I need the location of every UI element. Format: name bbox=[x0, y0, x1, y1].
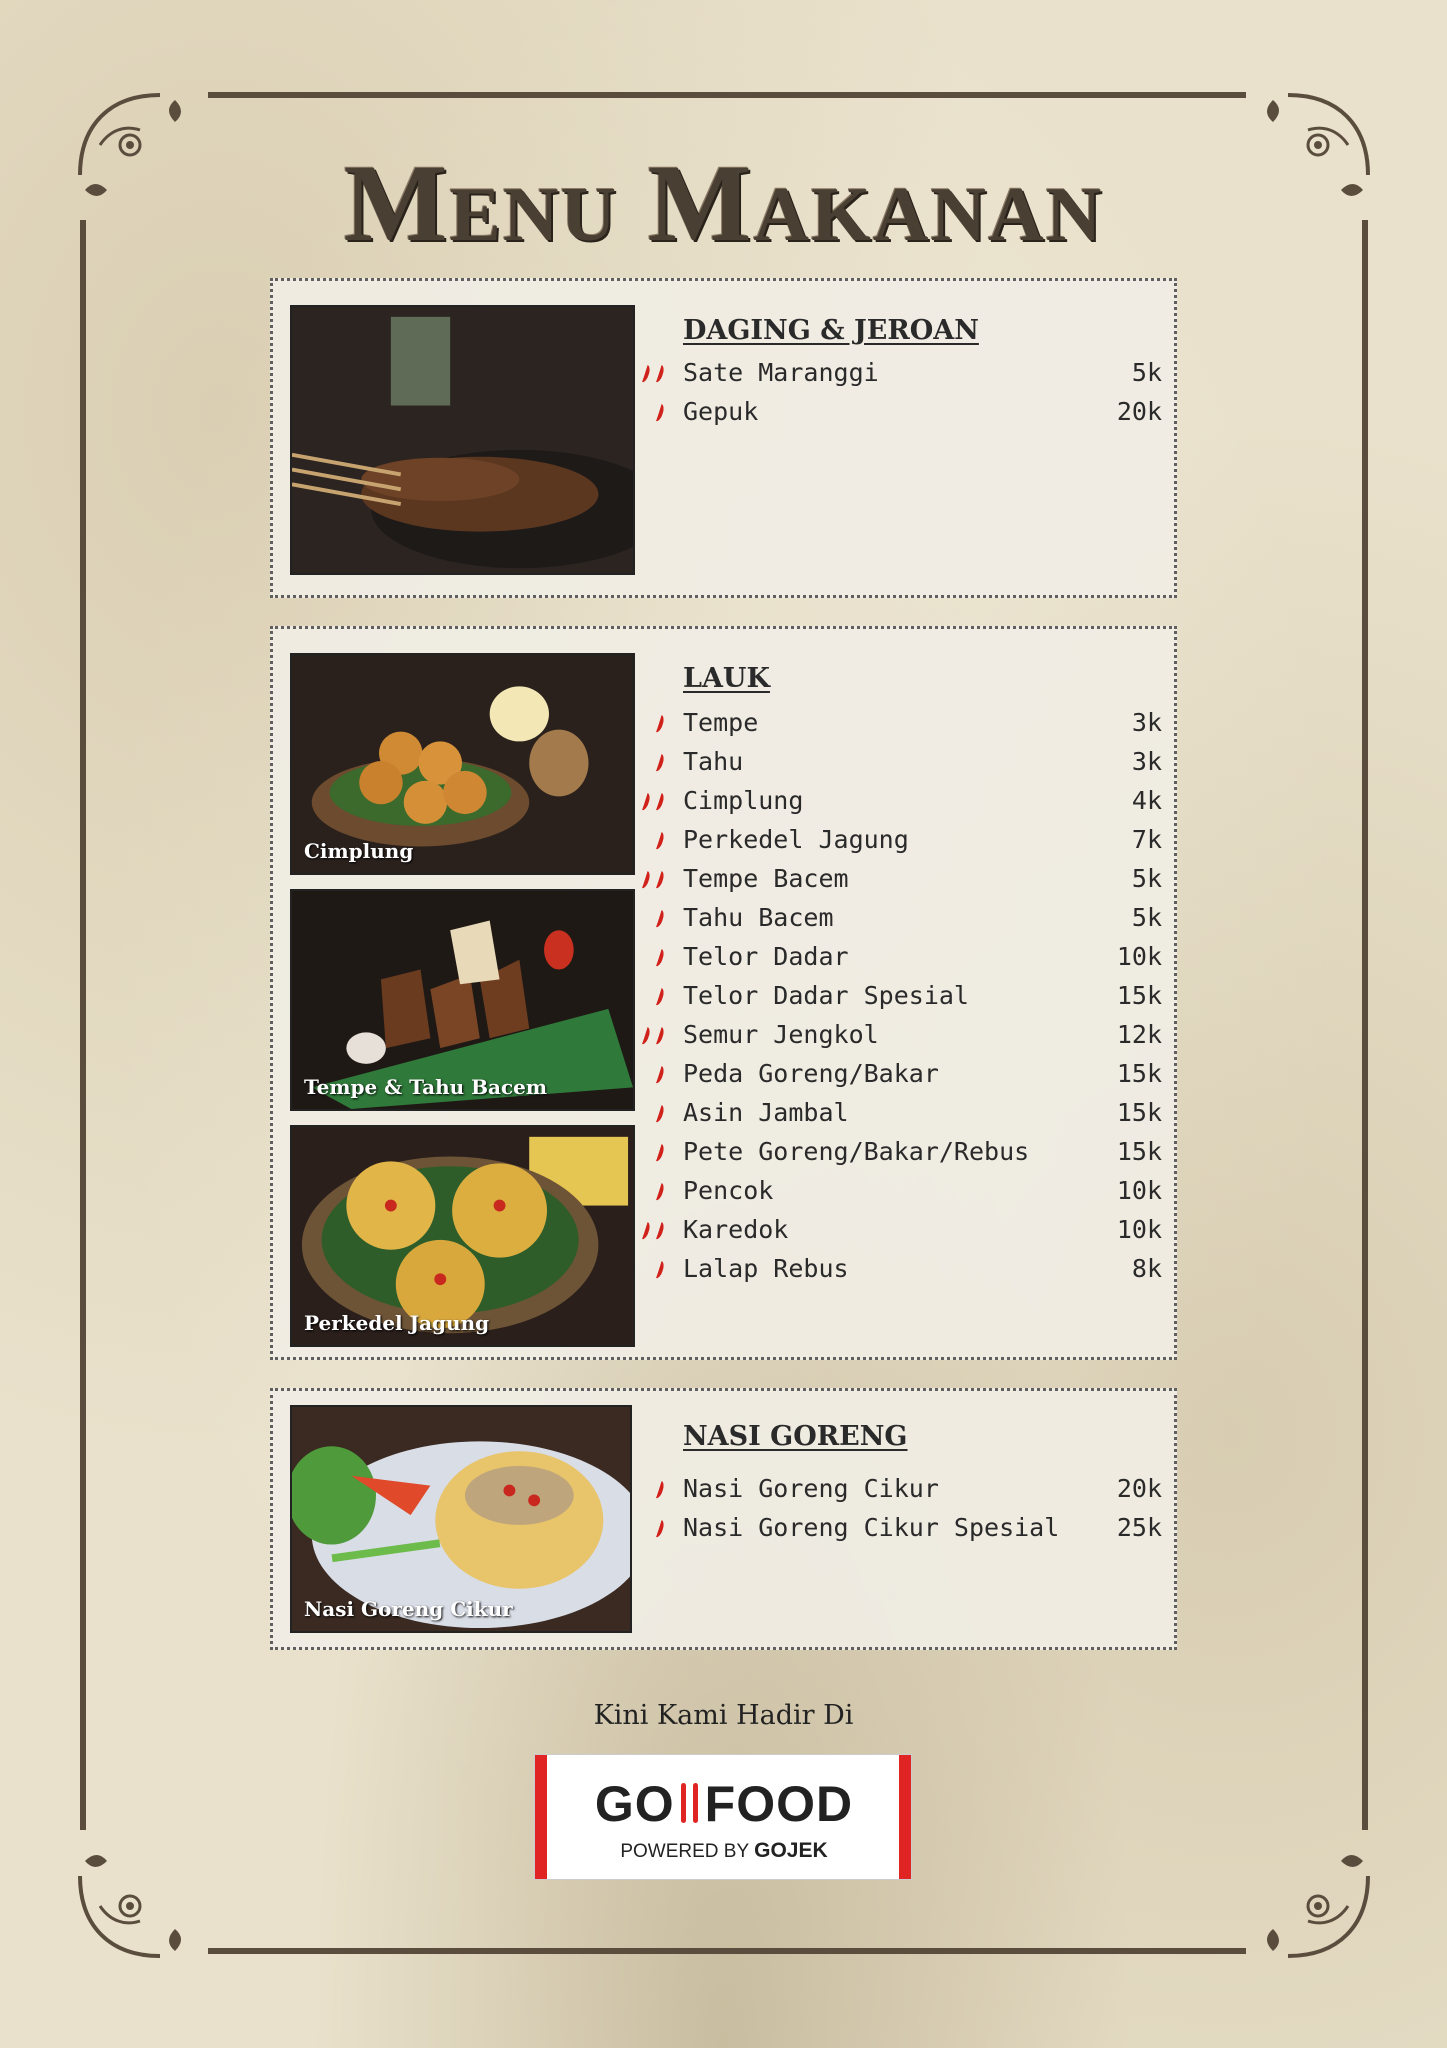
menu-item-name: Gepuk bbox=[683, 397, 759, 426]
chili-icon bbox=[633, 937, 679, 976]
chili-icon bbox=[633, 392, 679, 431]
footer-tagline: Kini Kami Hadir Di bbox=[593, 1700, 854, 1731]
menu-section-daging bbox=[270, 278, 1177, 598]
menu-item-price: 4k bbox=[1131, 786, 1162, 815]
menu-item-name: Nasi Goreng Cikur bbox=[683, 1474, 939, 1503]
menu-item-list bbox=[633, 1469, 1162, 1547]
menu-item bbox=[633, 1469, 1162, 1508]
corner-ornament-icon bbox=[1248, 1836, 1378, 1966]
sate-image bbox=[292, 307, 633, 573]
menu-item-price: 10k bbox=[1116, 942, 1162, 971]
menu-item-list bbox=[633, 353, 1162, 431]
frame-bottom-line bbox=[208, 1948, 1246, 1954]
menu-item-name: Tempe bbox=[683, 708, 759, 737]
menu-item-price: 15k bbox=[1116, 1137, 1162, 1166]
menu-item bbox=[633, 937, 1162, 976]
logo-go-text: GO bbox=[594, 1776, 675, 1832]
menu-item-name: Pete Goreng/Bakar/Rebus bbox=[683, 1137, 1030, 1166]
gofood-powered-by bbox=[535, 1839, 913, 1863]
menu-item bbox=[633, 1132, 1162, 1171]
menu-item-price: 10k bbox=[1116, 1176, 1162, 1205]
menu-item-name: Nasi Goreng Cikur Spesial bbox=[683, 1513, 1060, 1542]
menu-item bbox=[633, 353, 1162, 392]
menu-item bbox=[633, 898, 1162, 937]
frame-right-line bbox=[1362, 220, 1368, 1830]
chili-icon bbox=[633, 1508, 679, 1547]
food-photo-bacem bbox=[290, 889, 635, 1111]
menu-item-price: 15k bbox=[1116, 1059, 1162, 1088]
page-title: Menu Makanan bbox=[343, 142, 1104, 264]
menu-item bbox=[633, 703, 1162, 742]
corner-ornament-icon bbox=[70, 1836, 200, 1966]
menu-item-name: Telor Dadar bbox=[683, 942, 849, 971]
chili-icon bbox=[633, 703, 679, 742]
chili-icon bbox=[633, 1132, 679, 1171]
menu-item-price: 20k bbox=[1116, 397, 1162, 426]
menu-item-name: Tahu bbox=[683, 747, 744, 776]
photo-caption: Perkedel Jagung bbox=[304, 1311, 490, 1335]
menu-item-name: Tempe Bacem bbox=[683, 864, 849, 893]
food-photo-sate bbox=[290, 305, 635, 575]
chili-icon bbox=[633, 353, 679, 392]
chili-icon bbox=[633, 976, 679, 1015]
menu-item-price: 10k bbox=[1116, 1215, 1162, 1244]
menu-item bbox=[633, 392, 1162, 431]
section-title: LAUK bbox=[683, 663, 770, 694]
section-title: DAGING & JEROAN bbox=[683, 315, 979, 346]
menu-item-price: 5k bbox=[1131, 903, 1162, 932]
chili-icon bbox=[633, 1054, 679, 1093]
menu-item-price: 3k bbox=[1131, 708, 1162, 737]
photo-caption: Nasi Goreng Cikur bbox=[304, 1597, 513, 1621]
chili-icon bbox=[633, 781, 679, 820]
food-photo-cimplung bbox=[290, 653, 635, 875]
chili-icon bbox=[633, 820, 679, 859]
menu-item bbox=[633, 1015, 1162, 1054]
menu-item-price: 8k bbox=[1131, 1254, 1162, 1283]
menu-item-price: 15k bbox=[1116, 1098, 1162, 1127]
menu-item bbox=[633, 1508, 1162, 1547]
frame-top-line bbox=[208, 92, 1246, 98]
menu-item-price: 5k bbox=[1131, 358, 1162, 387]
menu-item-list bbox=[633, 703, 1162, 1288]
menu-item-price: 5k bbox=[1131, 864, 1162, 893]
menu-item-name: Cimplung bbox=[683, 786, 804, 815]
menu-item-name: Pencok bbox=[683, 1176, 774, 1205]
photo-caption: Cimplung bbox=[304, 839, 414, 863]
chili-icon bbox=[633, 1469, 679, 1508]
menu-item-name: Semur Jengkol bbox=[683, 1020, 879, 1049]
gofood-logo[interactable] bbox=[534, 1754, 912, 1880]
menu-item bbox=[633, 976, 1162, 1015]
menu-item bbox=[633, 1171, 1162, 1210]
logo-food-text: FOOD bbox=[704, 1776, 854, 1832]
chili-icon bbox=[633, 1249, 679, 1288]
logo-gojek-text: GOJEK bbox=[754, 1839, 828, 1862]
menu-item-name: Asin Jambal bbox=[683, 1098, 849, 1127]
menu-item bbox=[633, 1093, 1162, 1132]
menu-item-name: Sate Maranggi bbox=[683, 358, 879, 387]
menu-item-price: 3k bbox=[1131, 747, 1162, 776]
frame-left-line bbox=[80, 220, 86, 1830]
food-photo-nasi-goreng bbox=[290, 1405, 632, 1633]
menu-item-name: Perkedel Jagung bbox=[683, 825, 909, 854]
gofood-wordmark bbox=[535, 1775, 913, 1833]
chili-icon bbox=[633, 742, 679, 781]
menu-item-name: Telor Dadar Spesial bbox=[683, 981, 969, 1010]
menu-item-name: Tahu Bacem bbox=[683, 903, 834, 932]
menu-section-lauk bbox=[270, 626, 1177, 1360]
menu-item bbox=[633, 781, 1162, 820]
menu-item bbox=[633, 1249, 1162, 1288]
photo-caption: Tempe & Tahu Bacem bbox=[304, 1075, 548, 1099]
menu-item bbox=[633, 1054, 1162, 1093]
menu-item-name: Peda Goreng/Bakar bbox=[683, 1059, 939, 1088]
chili-icon bbox=[633, 1171, 679, 1210]
section-title: NASI GORENG bbox=[683, 1421, 908, 1452]
utensils-icon bbox=[675, 1781, 705, 1825]
chili-icon bbox=[633, 1015, 679, 1054]
logo-powered-text: POWERED BY bbox=[620, 1841, 749, 1862]
chili-icon bbox=[633, 1210, 679, 1249]
menu-item-name: Lalap Rebus bbox=[683, 1254, 849, 1283]
menu-item-name: Karedok bbox=[683, 1215, 789, 1244]
menu-section-nasi-goreng bbox=[270, 1388, 1177, 1650]
menu-item bbox=[633, 742, 1162, 781]
menu-item bbox=[633, 820, 1162, 859]
menu-item bbox=[633, 859, 1162, 898]
menu-item-price: 12k bbox=[1116, 1020, 1162, 1049]
food-photo-perkedel bbox=[290, 1125, 635, 1347]
menu-item-price: 25k bbox=[1116, 1513, 1162, 1542]
menu-item-price: 20k bbox=[1116, 1474, 1162, 1503]
menu-item-price: 15k bbox=[1116, 981, 1162, 1010]
chili-icon bbox=[633, 898, 679, 937]
chili-icon bbox=[633, 1093, 679, 1132]
menu-item-price: 7k bbox=[1131, 825, 1162, 854]
menu-item bbox=[633, 1210, 1162, 1249]
chili-icon bbox=[633, 859, 679, 898]
